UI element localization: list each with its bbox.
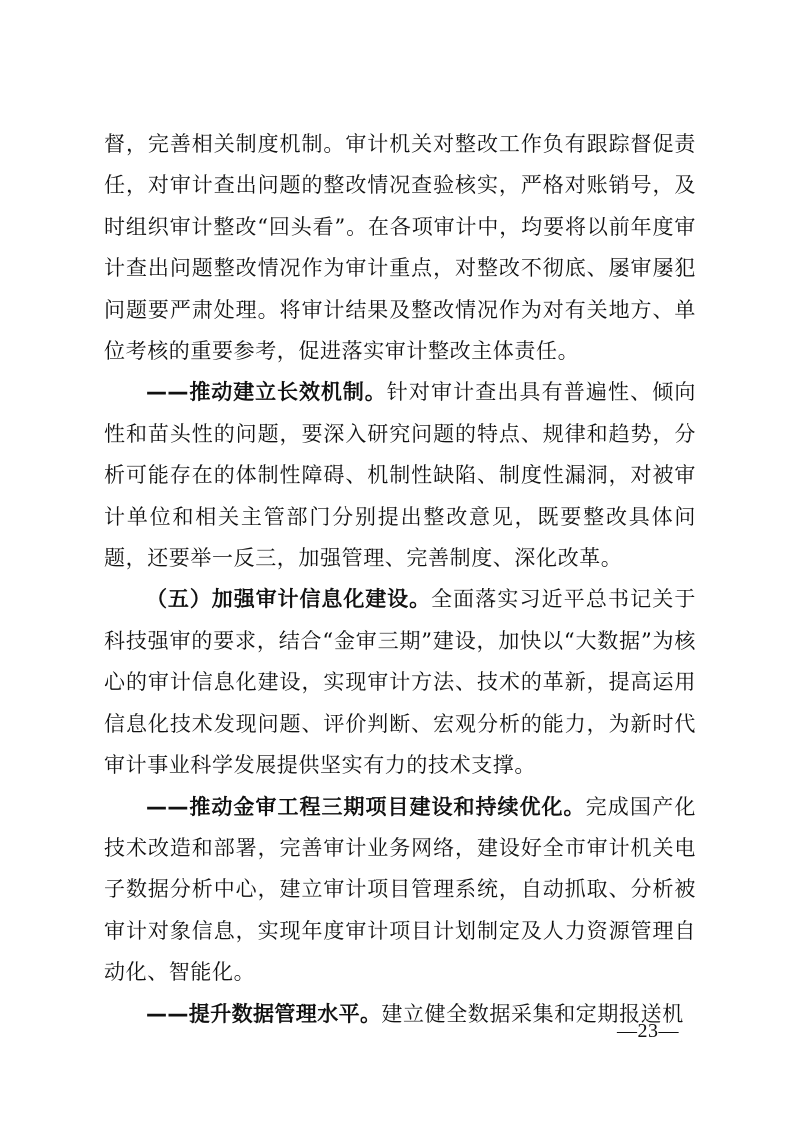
paragraph-continuation	[104, 124, 696, 372]
paragraph-lead: ——提升数据管理水平。	[146, 1001, 382, 1026]
page-number: —23—	[617, 1020, 679, 1042]
paragraph-text: 完成国产化技术改造和部署，完善审计业务网络，建设好全市审计机关电子数据分析中心，建立审计项目管理系统，自动抓取、分析被审计对象信息，实现年度审计项目计划制定及人力资源管理自动化、智能化。	[104, 794, 697, 985]
paragraph-data-management	[104, 994, 696, 1035]
section-heading: （五）加强审计信息化建设。	[146, 587, 432, 612]
paragraph-long-term-mechanism	[104, 372, 696, 579]
paragraph-text: 建立健全数据采集和定期报送机	[381, 1001, 684, 1026]
paragraph-section-five	[104, 579, 696, 786]
document-body	[104, 124, 696, 1035]
paragraph-text: 针对审计查出具有普遍性、倾向性和苗头性的问题，要深入研究问题的特点、规律和趋势，分析可能存在的体制性障碍、机制性缺陷、制度性漏洞，对被审计单位和相关主管部门分别提出整改意见，既要整改具体问题，还要举一反三，加强管理、完善制度、深化改革。	[104, 380, 696, 571]
paragraph-text: 督，完善相关制度机制。审计机关对整改工作负有跟踪督促责任，对审计查出问题的整改情况查验核实，严格对账销号，及时组织审计整改“回头看”。在各项审计中，均要将以前年度审计查出问题整改情况作为审计重点，对整改不彻底、屡审屡犯问题要严肃处理。将审计结果及整改情况作为对有关地方、单位考核的重要参考，促进落实审计整改主体责任。	[104, 132, 696, 364]
paragraph-lead: ——推动建立长效机制。	[146, 380, 387, 405]
paragraph-text: 全面落实习近平总书记关于科技强审的要求，结合“金审三期”建设，加快以“大数据”为核心的审计信息化建设，实现审计方法、技术的革新，提高运用信息化技术发现问题、评价判断、宏观分析的能力，为新时代审计事业科学发展提供坚实有力的技术支撑。	[104, 587, 697, 778]
paragraph-golden-audit-project	[104, 787, 696, 994]
paragraph-lead: ——推动金审工程三期项目建设和持续优化。	[146, 794, 586, 819]
